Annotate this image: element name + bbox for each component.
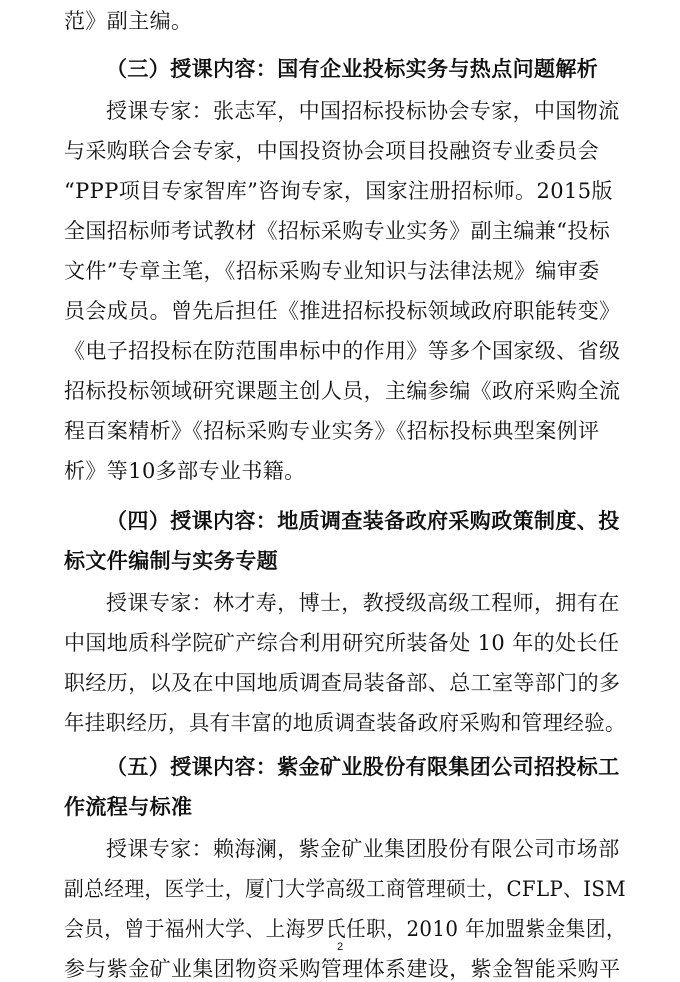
text-line: 职经历，以及在中国地质调查局装备部、总工室等部门的多 <box>64 671 621 695</box>
section-heading-four: （四）授课内容：地质调查装备政府采购政策制度、投 <box>106 509 620 533</box>
text-line: 招标投标领域研究课题主创人员，主编参编《政府采购全流 <box>64 379 621 403</box>
text-line: 《电子招投标在防范围串标中的作用》等多个国家级、省级 <box>64 339 621 363</box>
text-line: 员会成员。曾先后担任《推进招标投标领域政府职能转变》 <box>64 299 621 323</box>
text-line: 全国招标师考试教材《招标采购专业实务》副主编兼“投标 <box>64 219 611 243</box>
text-line: 副总经理，医学士，厦门大学高级工商管理硕士，CFLP、ISM <box>64 877 626 901</box>
section-heading-five: （五）授课内容：紫金矿业股份有限集团公司招投标工 <box>106 755 620 779</box>
section-heading-three: （三）授课内容：国有企业投标实务与热点问题解析 <box>106 57 599 81</box>
text-line: “PPP项目专家智库”咨询专家，国家注册招标师。2015版 <box>64 179 613 203</box>
text-line: 年挂职经历，具有丰富的地质调查装备政府采购和管理经验。 <box>64 711 626 735</box>
text-line: 授课专家：赖海澜，紫金矿业集团股份有限公司市场部 <box>106 837 620 861</box>
text-line: 授课专家：林才寿，博士，教授级高级工程师，拥有在 <box>106 591 620 615</box>
text-line: 会员，曾于福州大学、上海罗氏任职，2010 年加盟紫金集团， <box>64 917 627 941</box>
text-line: 中国地质科学院矿产综合利用研究所装备处 10 年的处长任 <box>64 631 620 655</box>
section-heading-four-continued: 标文件编制与实务专题 <box>64 549 278 573</box>
text-line: 授课专家：张志军，中国招标投标协会专家，中国物流 <box>106 99 620 123</box>
text-line: 范》副主编。 <box>64 9 193 33</box>
page-number: 2 <box>336 941 344 953</box>
text-line: 程百案精析》《招标采购专业实务》《招标投标典型案例评 <box>64 419 600 443</box>
section-heading-five-continued: 作流程与标准 <box>64 795 193 819</box>
text-line: 与采购联合会专家，中国投资协会项目投融资专业委员会 <box>64 139 599 163</box>
text-line: 文件”专章主笔，《招标采购专业知识与法律法规》编审委 <box>64 259 600 283</box>
text-line: 析》等10多部专业书籍。 <box>64 459 306 483</box>
text-line: 参与紫金矿业集团物资采购管理体系建设，紫金智能采购平 <box>64 957 621 981</box>
